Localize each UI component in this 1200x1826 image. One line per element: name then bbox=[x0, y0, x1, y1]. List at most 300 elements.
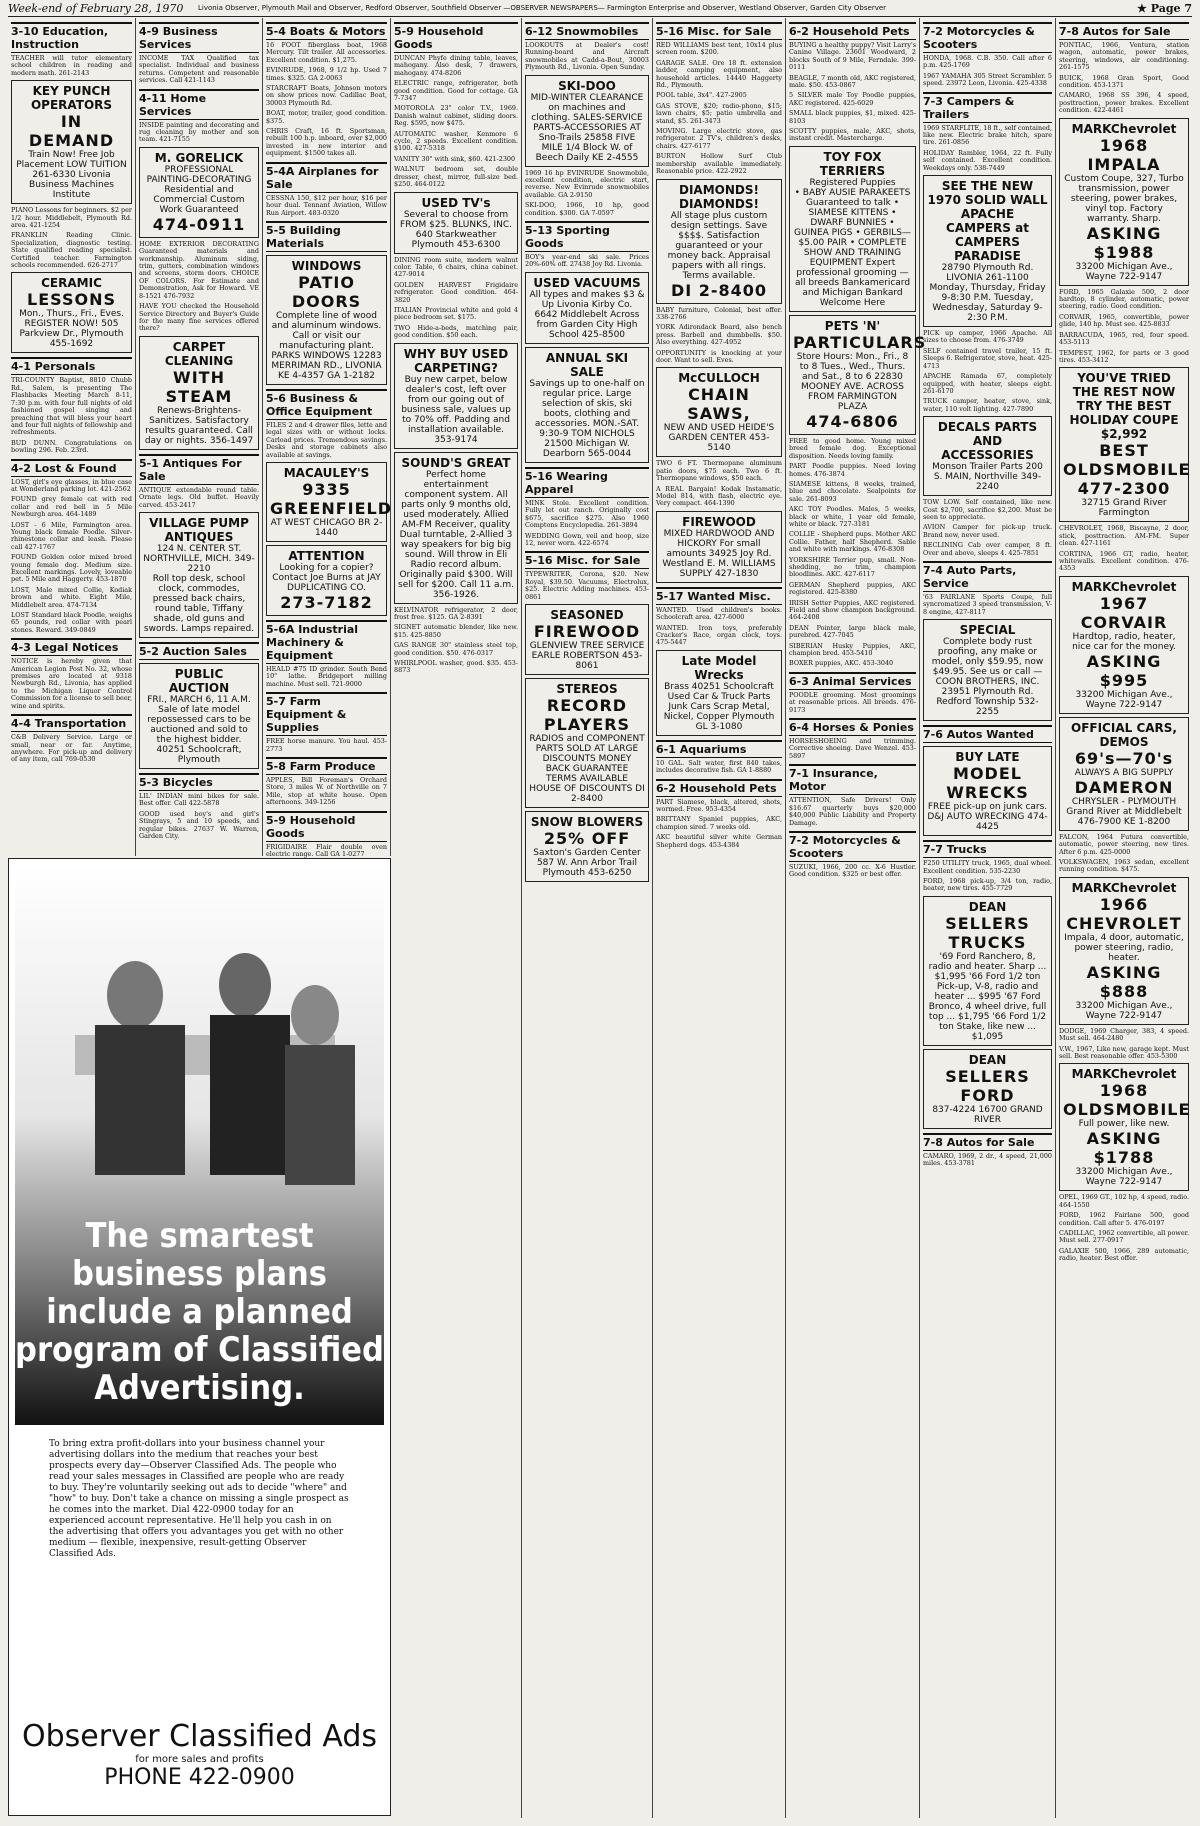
classified-listing: FREE to good home. Young mixed breed female dog. Exceptional disposition. Needs loving family. bbox=[789, 436, 916, 460]
display-ad-line: Mon., Thurs., Fri., Eves. REGISTER NOW! 505 Parkview Dr., Plymouth 455-1692 bbox=[19, 309, 124, 350]
classified-listing: 16 FOOT fiberglass boat, 1968 Mercury. Tilt trailer. All accessories. Excellent condition. $1,275. bbox=[266, 41, 387, 64]
display-ad-line: DEAN bbox=[968, 899, 1007, 914]
display-ad-line: SNOW BLOWERS bbox=[530, 814, 644, 829]
display-ad-line: Monson Trailer Parts 200 S. MAIN, Northville 349-2240 bbox=[932, 462, 1043, 493]
classified-listing: YORK Adirondack Board, also bench press. Barbell and dumbbells. $50. Also everything. 427-4952 bbox=[656, 323, 782, 347]
display-ad-line: Several to choose from FROM $25. BLUNKS, INC. 640 Starkweather Plymouth 453-6300 bbox=[400, 209, 512, 250]
section-heading: 6-2 Household Pets bbox=[789, 22, 916, 40]
classified-listing: HONDA, 1968. C.B. 350. Call after 6 p.m. 425-1769 bbox=[923, 54, 1052, 70]
display-ad-line: 474-0911 bbox=[152, 214, 246, 234]
display-ad-line: FREE pick-up on junk cars. D&J AUTO WRECKING 474-4425 bbox=[927, 802, 1048, 833]
display-ad bbox=[1059, 576, 1189, 714]
display-ad-line: USED VACUUMS bbox=[533, 275, 641, 290]
classified-listing: OPPORTUNITY is knocking at your door. Want to sell. Eves. bbox=[656, 348, 782, 364]
classified-listing: BOAT, motor, trailer, good condition. $375. bbox=[266, 109, 387, 125]
display-ad-line: Savings up to one-half on regular price. Large selection of skis, ski boots, clothing and accessories. MON.-SAT. 9:30-9 TOM NICHOLS 21500 Michigan W. Dearborn 565-0044 bbox=[529, 378, 645, 459]
classified-listing: MOVING. Large electric stove, gas refrigerator. 2 TV's, children's desks, chairs. 427-6177 bbox=[656, 127, 782, 150]
classified-listing: ITALIAN Provincial white and gold 4 piece bedroom set. $175. bbox=[394, 305, 518, 322]
display-ad-line: 1968 OLDSMOBILE bbox=[1063, 1081, 1191, 1120]
display-ad-line: AT WEST CHICAGO BR 2-1440 bbox=[270, 517, 383, 538]
classified-listing: 5 SILVER male Toy Poodle puppies, AKC registered. 425-6029 bbox=[789, 91, 916, 107]
display-ad-line: ATTENTION bbox=[288, 548, 365, 563]
display-ad-line: RECORD PLAYERS bbox=[543, 695, 631, 734]
display-ad-line: All stage plus custom design settings. Save $$$$. Satisfaction guaranteed or your money back. Appraisal papers with all rings. Terms available. bbox=[667, 210, 771, 281]
classified-listing: PICK up camper, 1966 Apache. All sizes to choose from. 476-3749 bbox=[923, 329, 1052, 345]
promo-headline: The smartest business plans include a planned program of Classified Advertising. bbox=[15, 1216, 384, 1408]
display-ad-line: Sale of late model repossessed cars to be auctioned and sold to the highest bidder. 40251 Schoolcraft, Plymouth bbox=[147, 704, 251, 765]
display-ad bbox=[525, 604, 649, 675]
display-ad bbox=[525, 347, 649, 463]
column-1 bbox=[8, 18, 136, 856]
display-ad-line: OLDSMOBILE bbox=[1063, 460, 1191, 480]
classified-listing: A REAL Bargain! Kodak Instamatic, Model 814, with flash, electric eye. Very compact. 464-1390 bbox=[656, 484, 782, 508]
classified-listing: DODGE, 1969 Charger, 383, 4 speed. Must sell. 464-2480 bbox=[1059, 1026, 1189, 1043]
display-ad-line: MARKChevrolet bbox=[1071, 880, 1177, 895]
section-heading: 5-1 Antiques For Sale bbox=[139, 454, 259, 485]
section-heading: 5-9 Household Goods bbox=[394, 22, 518, 53]
classified-listing: AKC TOY Poodles. Males, 5 weeks, black or white, 1 year old female, white or black. 727-3181 bbox=[789, 505, 916, 528]
display-ad-line: Registered Puppies bbox=[809, 177, 896, 188]
display-ad-line: 33200 Michigan Ave., Wayne 722-9147 bbox=[1075, 261, 1173, 282]
classified-listing: FOUND Golden color mixed breed young female dog. Medium size. Excellent markings. Lovely, loveable pet. 5 Mile and Haggerty. 453-1870 bbox=[11, 553, 132, 584]
classified-listing: FRANKLIN Reading Clinic. Specialization, diagnostic testing. State qualified reading specialist. Certified teacher. Farmington schools recommended. 626-2717 bbox=[11, 231, 132, 270]
classified-listing: GARAGE SALE. Ore 18 ft. extension ladder, camping equipment, also household articles. 14440 Haggerty Rd., Plymouth. bbox=[656, 58, 782, 90]
display-ad bbox=[656, 179, 782, 304]
section-heading: 6-3 Animal Services bbox=[789, 672, 916, 690]
section-heading: 5-17 Wanted Misc. bbox=[656, 587, 782, 605]
display-ad-line: USED TV's bbox=[421, 195, 491, 210]
display-ad-line: FORD bbox=[960, 1085, 1015, 1105]
classified-listing: FOUND grey female cat with red collar and red bell in 5 Mile Newburgh area. 464-1489 bbox=[11, 495, 132, 519]
display-ad-line: FIREWOOD bbox=[533, 621, 641, 641]
classified-listing: RED WILLIAMS best tent, 10x14 plus screen room. $200. bbox=[656, 41, 782, 57]
classified-listing: HAVE YOU checked the Household Service Directory and Buyer's Guide for the many fine services offered there? bbox=[139, 302, 259, 333]
classified-listing: GAS STOVE, $20; radio-phono, $15; lawn chairs, $5; patio umbrella and stand, $5. 261-3473 bbox=[656, 101, 782, 125]
classified-listing: BARRACUDA, 1965, red, four speed. 453-5113 bbox=[1059, 330, 1189, 347]
classified-listing: SKI-DOO, 1966, 10 hp, good condition. $300. GA 7-0597 bbox=[525, 201, 649, 217]
section-heading: 5-4 Boats & Motors bbox=[266, 22, 387, 40]
classified-listing: CHRIS Craft, 16 ft. Sportsman, rebuilt 100 h.p. inboard, over $2,000 invested in new interior and equipment. $1500 takes all. bbox=[266, 127, 387, 158]
classified-listing: AKC beautiful silver white German Shepherd dogs. 453-4384 bbox=[656, 833, 782, 849]
display-ad-line: MACAULEY'S bbox=[283, 465, 370, 480]
display-ad bbox=[1059, 717, 1189, 831]
section-heading: 7-3 Campers & Trailers bbox=[923, 92, 1052, 123]
display-ad-line: 33200 Michigan Ave., Wayne 722-9147 bbox=[1075, 1167, 1173, 1188]
classified-listing: TEACHER will tutor elementary school children in reading and modern math. 261-2143 bbox=[11, 54, 132, 77]
display-ad-line: CHAIN SAWS, bbox=[687, 385, 751, 424]
display-ad-line: SELLERS bbox=[945, 913, 1030, 933]
display-ad-line: 124 N. CENTER ST. NORTHVILLE, MICH. 349-2210 bbox=[143, 543, 255, 574]
classified-listing: LOST Standard black Poodle, weighs 65 pounds, red collar with pearl stones. Reward. 349-0849 bbox=[11, 611, 132, 634]
display-ad-line: MARKChevrolet bbox=[1071, 579, 1177, 594]
classified-listing: 10 GAL. Salt water, first 840 takes, includes decorative fish. GA 1-8880 bbox=[656, 758, 782, 775]
display-ad bbox=[923, 1049, 1052, 1129]
display-ad bbox=[923, 175, 1052, 327]
section-heading: 5-4A Airplanes for Sale bbox=[266, 162, 387, 193]
display-ad-line: COON BROTHERS, INC. bbox=[935, 677, 1040, 688]
display-ad-line: TRUCKS bbox=[948, 932, 1027, 952]
display-ad-line: WINDOWS bbox=[291, 258, 362, 273]
display-ad-line: Full power, like new. bbox=[1078, 1119, 1170, 1130]
display-ad-line: Store Hours: Mon., Fri., 8 to 8 Tues., Wed., Thurs. and Sat., 8 to 6 22830 MOONEY AVE. ACROSS FROM FARMINGTON PLAZA bbox=[796, 351, 909, 412]
display-ad-line: Impala, 4 door, automatic, power steering, radio, heater. bbox=[1064, 932, 1184, 963]
classified-listing: CORVAIR, 1965, convertible, power glide, 140 hp. Must see. 425-8833 bbox=[1059, 312, 1189, 329]
display-ad-line: ASKING $1788 bbox=[1086, 1129, 1162, 1168]
display-ad-line: ASKING $888 bbox=[1086, 962, 1162, 1001]
section-heading: 4-3 Legal Notices bbox=[11, 638, 132, 656]
display-ad-line: DI 2-8400 bbox=[670, 280, 768, 300]
businessmen-photo bbox=[15, 865, 384, 1425]
classified-listing: CHEVROLET, 1968, Biscayne, 2 door, stick, posttraction. AM-FM. Super clean. 427-1161 bbox=[1059, 524, 1189, 548]
classified-listing: POODLE grooming. Most groomings at reasonable prices. All breeds. 476-9173 bbox=[789, 690, 916, 714]
display-ad-line: Looking for a copier? Contact Joe Burns at JAY DUPLICATING CO. bbox=[272, 562, 381, 593]
display-ad-line: SOUND'S GREAT bbox=[401, 455, 511, 470]
classified-listing: DINING room suite, modern walnut color. Table, 6 chairs, china cabinet. 427-9014 bbox=[394, 255, 518, 279]
classified-listing: GAS RANGE 30" stainless steel top, good condition. $50. 476-0317 bbox=[394, 641, 518, 657]
classified-listing: V.W., 1967, Like new, garage kept. Must sell. Best reasonable offer. 453-5300 bbox=[1059, 1044, 1189, 1060]
display-ad bbox=[139, 147, 259, 238]
display-ad-line: Train Now! Free Job Placement LOW TUITION 261-6330 Livonia Business Machines Institute bbox=[16, 150, 127, 201]
display-ad-line: ASKING $1988 bbox=[1086, 223, 1162, 262]
display-ad bbox=[139, 663, 259, 769]
display-ad-line: LESSONS bbox=[27, 290, 116, 310]
display-ad bbox=[789, 146, 916, 312]
display-ad-line: Perfect home entertainment component system. All parts only 9 months old, used moderately. Allied AM-FM Receiver, quality Dual turntable, 2-Allied 3 way speakers for big big sound. Will throw in Eli Radio record album. Originally paid $300. Will sell for $200. Call 11 a.m. 356-1926. bbox=[398, 469, 514, 600]
column-7 bbox=[786, 18, 927, 1818]
classified-listing: NOTICE is hereby given that American Legion Post No. 32, whose premises are located at 9318 Newburgh Rd., Livonia, has applied to the Michigan Liquor Control Commission for a license to sell beer, wine and spirits. bbox=[11, 657, 132, 710]
classified-listing: ELECTRIC range, refrigerator, both good condition. Good for cottage. GA 7-7347 bbox=[394, 79, 518, 103]
display-ad-line: STEREOS bbox=[556, 681, 618, 696]
classified-listing: HOLIDAY Rambler, 1964, 22 ft. Fully self contained. Excellent condition. Weekdays only. 538-7449 bbox=[923, 148, 1052, 172]
classified-listing: INCOME TAX Qualified tax specialist. Individual and business returns. Competent and reasonable services. Call 421-1143 bbox=[139, 54, 259, 85]
classified-listing: PART Siamese, black, altered, shots, wormed. Free. 953-4354 bbox=[656, 797, 782, 814]
classified-listing: HOME EXTERIOR DECORATING Guaranteed materials and workmanship. Aluminum siding, trim, gutters, combination windows and screens, storm doors. CHOICE OF COLORS. For Estimate and Demonstration, Ask for Howard. VE 8-1521 476-7932 bbox=[139, 239, 259, 300]
display-ad-line: Custom Coupe, 327, Turbo transmission, power steering, power brakes, vinyl top. Factory warranty. Sharp. bbox=[1064, 173, 1184, 224]
section-heading: 7-8 Autos for Sale bbox=[923, 1133, 1052, 1151]
column-5 bbox=[522, 18, 653, 1818]
classified-listing: FILES 2 and 4 drawer files, lette and legal sizes with or without locks. Carload prices. Tremendous savings. Desks and storage cabinets also available at savings. bbox=[266, 420, 387, 459]
section-heading: 4-11 Home Services bbox=[139, 89, 259, 120]
classified-listing: SIAMESE kittens, 8 weeks, trained, blue and chocolate. Sealpoints for sale. 261-8093 bbox=[789, 479, 916, 503]
display-ad-line: WITH STEAM bbox=[165, 367, 233, 406]
display-ad bbox=[923, 896, 1052, 1046]
section-heading: 5-5 Building Materials bbox=[266, 221, 387, 252]
display-ad-line: SELLERS bbox=[945, 1066, 1030, 1086]
display-ad-line: DAMERON bbox=[1074, 777, 1174, 797]
classified-listing: GOLDEN HARVEST Frigidaire refrigerator. Good condition. 464-3820 bbox=[394, 280, 518, 304]
section-heading: 6-4 Horses & Ponies bbox=[789, 718, 916, 736]
classified-listing: CESSNA 150, $12 per hour, $16 per hour dual. Tennant Aviation, Willow Run Airport. 483-0320 bbox=[266, 193, 387, 217]
classified-listing: 1967 YAMAHA 305 Street Scrambler. 5 speed. 23972 Leon, Livonia. 425-4338 bbox=[923, 71, 1052, 88]
classified-listing: BOY's year-end ski sale. Prices 20%-60% off. 27438 Joy Rd. Livonia. bbox=[525, 253, 649, 269]
display-ad bbox=[525, 75, 649, 167]
display-ad-line: SKI-DOO bbox=[558, 78, 616, 93]
classified-listing: FREE horse manure. You haul. 453-2773 bbox=[266, 737, 387, 753]
classified-listing: '63 FAIRLANE Sports Coupe, full syncromatized 3 speed transmission, V-8 engine, 427-8117 bbox=[923, 592, 1052, 616]
page-number: ★ Page 7 bbox=[1137, 1, 1192, 15]
display-ad-line: MID-WINTER CLEARANCE on machines and clothing. SALES-SERVICE PARTS-ACCESSORIES AT Sno-Trails 25858 FIVE MILE 1/4 Block W. of Beech Daily KE 2-4555 bbox=[530, 92, 644, 163]
classified-listing: IRISH Setter Puppies, AKC registered. Field and show champion background. 464-2408 bbox=[789, 598, 916, 622]
section-heading: 5-16 Misc. for Sale bbox=[525, 551, 649, 569]
display-ad-line: Brass 40251 Schoolcraft Used Car & Truck Parts Junk Cars Scrap Metal, Nickel, Copper Plymouth GL 3-1080 bbox=[663, 681, 775, 732]
classified-listing: AVION Camper for pick-up truck. Brand new, never used. bbox=[923, 523, 1052, 539]
classified-listing: BUICK, 1968 Gran Sport, Good condition. 453-1371 bbox=[1059, 73, 1189, 90]
section-heading: 5-16 Misc. for Sale bbox=[656, 22, 782, 40]
display-ad bbox=[1059, 877, 1189, 1025]
display-ad-line: CERAMIC bbox=[41, 276, 102, 291]
display-ad-line: KEY PUNCH OPERATORS bbox=[30, 84, 113, 113]
display-ad-line: TOY FOX TERRIERS bbox=[819, 149, 886, 178]
classified-listing: GOOD used boy's and girl's Stingrays, 5 and 10 speeds, and regular bikes. 27637 W. Warren, Garden City. bbox=[139, 809, 259, 840]
section-heading: 6-2 Household Pets bbox=[656, 779, 782, 797]
display-ad-line: SEE THE NEW 1970 SOLID WALL APACHE CAMPERS at CAMPERS PARADISE bbox=[927, 179, 1048, 264]
section-heading: 4-4 Transportation bbox=[11, 714, 132, 732]
display-ad-line: DEAN bbox=[968, 1052, 1007, 1067]
classified-listing: DEAN Pointer, large black male, purebred. 427-7045 bbox=[789, 623, 916, 640]
classified-listing: F250 UTILITY truck, 1965, dual wheel. Excellent condition. 535-2230 bbox=[923, 859, 1052, 875]
display-ad-line: PROFESSIONAL PAINTING-DECORATING Residential and Commercial Custom Work Guaranteed bbox=[146, 164, 252, 215]
classified-listing: TWO 6 FT. Thermopane aluminum patio doors, $75 each. Two 6 ft. Thermopane windows, $50 each. bbox=[656, 459, 782, 483]
display-ad bbox=[394, 452, 518, 604]
display-ad-line: PUBLIC AUCTION bbox=[168, 666, 230, 695]
classified-listing: MOTOROLA 23" color T.V., 1969. Danish walnut cabinet, sliding doors. Reg. $595, now $475. bbox=[394, 104, 518, 128]
classified-listing: HORSESHOEING and trimming. Corrective shoeing. Dave Wenzel. 453-5897 bbox=[789, 737, 916, 760]
display-ad-line: Buy new carpet, below dealer's cost, left over from our going out of business sale, values up to 70% off. Padding and installation available. 353-9174 bbox=[401, 374, 511, 445]
display-ad-line: 477-2300 bbox=[1077, 479, 1171, 499]
column-6 bbox=[653, 18, 786, 1818]
classified-listing: BUD DUNN. Congratulations on bowling 296. Feb. 23rd. bbox=[11, 438, 132, 455]
classified-listing: VOLKSWAGEN, 1963 sedan, excellent running condition. $475. bbox=[1059, 857, 1189, 874]
classified-listing: PONTIAC, 1966, Ventura, station wagon, automatic, power brakes, steering, windows, air conditioning. 261-1575 bbox=[1059, 41, 1189, 72]
classified-listing: BUYING a healthy puppy? Visit Larry's Canine Village. 23601 Woodward, 2 blocks South of 9 Mile, Ferndale. 399-0111 bbox=[789, 41, 916, 72]
dateline: Week-end of February 28, 1970 bbox=[8, 1, 184, 15]
classified-listing: HEALD #75 ID grinder. South Bend 10" lathe. Bridgeport milling machine. Must sell. 721-9000 bbox=[266, 664, 387, 688]
classified-listing: TRI-COUNTY Baptist, 8810 Chubb Rd., Salem, is presenting The Flashbacks Meeting March 8-11, 7:30 p.m. with four full nights of old fashioned gospel singing and preaching that will bless your heart and four full nights of fellowship and refreshments. bbox=[11, 376, 132, 437]
classified-listing: BEAGLE, 7 month old, AKC registered, male. $50. 453-0867 bbox=[789, 73, 916, 90]
classified-listing: STARCRAFT Boats, Johnson motors on show prices now. Cadillac Boat, 30003 Plymouth Rd. bbox=[266, 84, 387, 107]
display-ad-line: 23951 Plymouth Rd. Redford Township 532-2255 bbox=[936, 687, 1039, 718]
classified-listing: SUZUKI, 1966, 200 cc. X-6 Hustler. Good condition. $325 or best offer. bbox=[789, 862, 916, 879]
column-3 bbox=[263, 18, 391, 856]
classified-listing: WANTED. Used children's books. Schoolcraft area. 427-6000 bbox=[656, 605, 782, 622]
section-heading: 5-9 Household Goods bbox=[266, 811, 387, 842]
section-heading: 4-2 Lost & Found bbox=[11, 459, 132, 477]
classified-listing: CAMARO, 1969, 2 dr., 4 speed, 21,000 miles. 453-3781 bbox=[923, 1151, 1052, 1168]
display-ad-line: MODEL WRECKS bbox=[946, 764, 1029, 803]
section-heading: 6-12 Snowmobiles bbox=[525, 22, 649, 40]
display-ad bbox=[656, 511, 782, 583]
classified-listing: LIL' INDIAN mini bikes for sale. Best offer. Call 422-5878 bbox=[139, 791, 259, 808]
classified-listing: GALAXIE 500, 1966, 289 automatic, radio, heater. Best offer. bbox=[1059, 1246, 1189, 1263]
promo-phone: PHONE 422-0900 bbox=[104, 1765, 295, 1790]
display-ad-line: 1966 CHEVROLET bbox=[1066, 894, 1182, 933]
classified-listing: BABY furniture, Colonial, best offer. 338-2766 bbox=[656, 305, 782, 321]
section-heading: 7-1 Insurance, Motor bbox=[789, 764, 916, 795]
section-heading: 7-4 Auto Parts, Service bbox=[923, 561, 1052, 592]
display-ad-line: MIXED HARDWOOD AND HICKORY For small amounts 34925 Joy Rd. Westland E. M. WILLIAMS SUPPLY 427-1830 bbox=[662, 528, 776, 579]
section-heading: 4-1 Personals bbox=[11, 357, 132, 375]
classified-listing: COLLIE - Shepherd pups. Mother AKC Collie. Father, half Shepherd. Sable and white with markings. 476-8308 bbox=[789, 530, 916, 554]
section-heading: 7-8 Autos for Sale bbox=[1059, 22, 1189, 40]
classified-listing: PART Poodle puppies. Need loving homes. 476-3874 bbox=[789, 462, 916, 478]
display-ad-line: 273-7182 bbox=[280, 592, 373, 612]
display-ad bbox=[525, 272, 649, 344]
display-ad bbox=[789, 315, 927, 435]
display-ad-line: 837-4224 16700 GRAND RIVER bbox=[932, 1104, 1043, 1125]
display-ad bbox=[11, 80, 132, 204]
display-ad-line: 33200 Michigan Ave., Wayne 722-9147 bbox=[1075, 1000, 1173, 1021]
display-ad bbox=[525, 678, 649, 808]
display-ad bbox=[139, 512, 259, 638]
classified-listing: CADILLAC, 1962 convertible, all power. Must sell. 277-0917 bbox=[1059, 1229, 1189, 1245]
section-heading: 5-8 Farm Produce bbox=[266, 757, 387, 775]
classified-listing: LOST, Male mixed Collie, Kodiak brown and white. Eight Mile, Middlebelt area. 474-7134 bbox=[11, 585, 132, 609]
classified-listing: AUTOMATIC washer, Kenmore 6 cycle, 2 speeds. Excellent condition. $100. 427-5318 bbox=[394, 129, 518, 153]
display-ad-line: Late Model Wrecks bbox=[681, 653, 757, 682]
display-ad bbox=[11, 272, 132, 353]
display-ad-line: Complete line of wood and aluminum windows. Call or visit our manufacturing plant. PARKS WINDOWS 12283 MERRIMAN RD., LIVONIA KE 4-4357 GA 1-2182 bbox=[271, 310, 382, 381]
classified-listing: GERMAN Shepherd puppies, AKC registered. 425-8380 bbox=[789, 580, 916, 597]
column-9 bbox=[1056, 18, 1192, 1818]
display-ad-line: ASKING $995 bbox=[1086, 651, 1162, 690]
classified-listing: PIANO Lessons for beginners. $2 per 1/2 hour. Middlebelt, Plymouth Rd. area. 421-1254 bbox=[11, 206, 132, 230]
classified-listing: APPLES, Bill Foreman's Orchard Store, 3 miles W. of Northville on 7 Mile, stop at white house. Open afternoons. 349-1256 bbox=[266, 775, 387, 807]
classified-listing: FORD, 1962 Fairlane 500, good condition. Call after 5. 476-0197 bbox=[1059, 1211, 1189, 1227]
section-heading: 6-1 Aquariums bbox=[656, 740, 782, 758]
classified-listing: 1969 16 hp EVINRUDE Snowmobile, excellent condition, electric start, reverse. New Evinrude snowmobiles available. GA 2-9150 bbox=[525, 168, 649, 199]
classified-listing: WANTED. Iron toys, preferably Cracker's Race, organ clock, toys. 475-5447 bbox=[656, 623, 782, 647]
display-ad bbox=[923, 416, 1052, 496]
classified-listing: ANTIQUE extendable round table. Ornate legs. Old buffet. Heavily carved. 453-2417 bbox=[139, 485, 259, 509]
display-ad-line: MARKChevrolet bbox=[1071, 121, 1177, 136]
display-ad-line: 28790 Plymouth Rd. LIVONIA 261-1100 Monday, Thursday, Friday 9-8:30 P.M. Tuesday, Wednesday, Saturday 9-2:30 P.M. bbox=[929, 263, 1046, 324]
classified-listing: C&B Delivery Service. Large or small, near or far. Anytime, anywhere. For pick-up and delivery of any item, call 769-0530 bbox=[11, 733, 132, 764]
display-ad bbox=[923, 619, 1052, 721]
display-ad bbox=[656, 650, 782, 736]
display-ad-line: M. GORELICK bbox=[154, 150, 244, 165]
section-heading: 5-2 Auction Sales bbox=[139, 642, 259, 660]
display-ad bbox=[266, 462, 392, 542]
display-ad-line: Hardtop, radio, heater, nice car for the money. bbox=[1072, 631, 1176, 652]
display-ad-line: • BABY AUSIE PARAKEETS Guaranteed to talk • SIAMESE KITTENS • DWARF BUNNIES • GUINEA PIGS • GERBILS—$5.00 PAIR • COMPLETE SHOW AND TRAINING EQUIPMENT Expert professional grooming — all breeds Bankamericard and Michigan Bankard Welcome Here bbox=[794, 187, 911, 308]
display-ad-line: 1967 CORVAIR bbox=[1080, 593, 1168, 632]
classified-listing: BOXER puppies, AKC. 453-3040 bbox=[789, 659, 894, 668]
classified-listing: WEDDING Gown, veil and hoop, size 12, never worn. 422-6574 bbox=[525, 531, 649, 547]
section-heading: 5-16 Wearing Apparel bbox=[525, 467, 649, 498]
section-heading: 7-6 Autos Wanted bbox=[923, 725, 1052, 743]
classified-listing: YORKSHIRE Terrier pup, small. Non-shedding, no trim, champion bloodlines. AKC. 427-6117 bbox=[789, 555, 916, 579]
display-ad bbox=[394, 343, 518, 449]
classified-listing: LOST, girl's eye glasses, in blue case at Wonderland parking lot. 421-2562 bbox=[11, 477, 132, 493]
promo-sig-tagline: for more sales and profits bbox=[135, 1754, 264, 1765]
display-ad bbox=[1059, 118, 1189, 286]
newspaper-list: Livonia Observer, Plymouth Mail and Observer, Redford Observer, Southfield Observer —OBSERVER NEWSPAPERS— Farmington Enterprise and Observer, Westland Observer, Garden City Observer bbox=[198, 4, 887, 12]
masthead bbox=[8, 0, 1192, 17]
classified-listing: WHIRLPOOL washer, good. $35. 453-8873 bbox=[394, 659, 518, 675]
display-ad-line: PATIO DOORS bbox=[291, 272, 362, 311]
classified-listing: OPEL, 1969 GT., 102 hp, 4 speed, radio. 464-1550 bbox=[1059, 1193, 1189, 1209]
classified-listing: SCOTTY puppies, male, AKC, shots, instant credit. Mastercharge. bbox=[789, 127, 916, 143]
display-ad-line: GLENVIEW TREE SERVICE EARLE ROBERTSON 453-8061 bbox=[529, 640, 645, 671]
section-heading: 5-6A Industrial Machinery & Equipment bbox=[266, 620, 387, 664]
classified-promo-ad bbox=[8, 858, 391, 1816]
display-ad-line: CHRYSLER - PLYMOUTH Grand River at Middlebelt 476-7900 KE 1-8200 bbox=[1066, 796, 1182, 827]
display-ad-line: Complete body rust proofing, any make or model, only $59.95, now $49.95. See us or call — bbox=[931, 637, 1044, 678]
section-heading: 4-9 Business Services bbox=[139, 22, 259, 53]
display-ad-line: VILLAGE PUMP ANTIQUES bbox=[149, 515, 249, 544]
display-ad-line: PETS 'N' bbox=[824, 318, 881, 333]
display-ad-line: 9335 GREENFIELD bbox=[270, 479, 392, 518]
classified-listing: MINK Stole. Excellent condition. Fully let out ranch. Originally cost $675, sacrifice $275. Also 1960 Comptons Encyclopedia. 261-3894 bbox=[525, 498, 649, 530]
display-ad-line: 25% OFF bbox=[543, 828, 631, 848]
display-ad-line: Saxton's Garden Center 587 W. Ann Arbor Trail Plymouth 453-6250 bbox=[533, 847, 641, 878]
promo-body: To bring extra profit-dollars into your business channel your advertising dollars into the medium that reaches your best prospects every day—Observer Classified Ads. The people who read your sales messages in Classified are people who are ready to buy. They're voluntarily seeking out ads to decide "where" and "how" to buy. Don't take a chance on missing a single prospect as he comes into the market. Dial 422-0900 today for an experienced account representative. He'll help you cash in on the advertising that offers you advantages you get with no other medium — flexible, inexpensive, result-getting Observer Classified Ads. bbox=[49, 1439, 349, 1559]
classified-listing: FRIGIDAIRE Flair double oven electric range. Call GA 1-0277 bbox=[266, 842, 387, 858]
display-ad bbox=[1059, 367, 1189, 522]
section-heading: 7-2 Motorcycles & Scooters bbox=[789, 831, 916, 862]
display-ad-line: McCULLOCH bbox=[678, 371, 760, 386]
classified-listing: FORD, 1968 pick-up, 3/4 ton, radio, heater, new tires. 455-7729 bbox=[923, 877, 1052, 893]
column-4 bbox=[391, 18, 522, 1818]
display-ad-line: All types and makes $3 & Up Livonia Kirby Co. 6642 Middlebelt Across from Garden City High School 425-8500 bbox=[529, 289, 645, 340]
display-ad-line: FRI., MARCH 6, 11 A.M. bbox=[147, 694, 251, 705]
classified-listing: KELVINATOR refrigerator, 2 door, frost free. $125. GA 2-8391 bbox=[394, 605, 518, 621]
display-ad bbox=[394, 192, 518, 254]
display-ad bbox=[923, 746, 1052, 836]
classified-listing: TOW LOW. Self contained, like new. Cost $2,700, sacrifice $2,200. Must be seen to appreciate. bbox=[923, 498, 1052, 521]
display-ad bbox=[266, 545, 387, 616]
classified-listing: CAMARO, 1968 SS 396, 4 speed, posttraction, power brakes. Excellent condition. 422-4461 bbox=[1059, 91, 1189, 115]
classified-listing: POOL table, 3x4". 427-2905 bbox=[656, 91, 747, 100]
display-ad-line: 474-6806 bbox=[806, 411, 899, 431]
display-ad-line: SEASONED bbox=[550, 607, 624, 622]
display-ad-line: OFFICIAL CARS, DEMOS bbox=[1071, 720, 1177, 749]
display-ad-line: '69 Ford Ranchero, 8, radio and heater. Sharp ... $1,995 '66 Ford 1/2 ton Pick-up, V-8, radio and heater ... $995 '67 Ford Bronco, 4 wheel drive, full top ... $1,795 '66 Ford 1/2 ton Stake, like new ... $1,095 bbox=[928, 951, 1047, 1042]
display-ad-line: SPECIAL bbox=[959, 623, 1016, 638]
classified-listing: SIGNET automatic blender, like new. $15. 425-8850 bbox=[394, 623, 518, 639]
classified-listing: INSIDE painting and decorating and rug cleaning by mother and son team. 421-7155 bbox=[139, 120, 259, 144]
classified-page bbox=[8, 18, 1192, 1818]
classified-listing: DUNCAN Phyfe dining table, leaves, mahogany. Also desk, 7 drawers, mahogany. 474-8206 bbox=[394, 54, 518, 77]
display-ad-line: BUY LATE bbox=[955, 750, 1020, 765]
display-ad-line: DIAMONDS! DIAMONDS! bbox=[679, 182, 759, 211]
section-heading: 5-3 Bicycles bbox=[139, 773, 259, 791]
display-ad-line: 33200 Michigan Ave., Wayne 722-9147 bbox=[1075, 689, 1173, 710]
display-ad-line: WHY BUY USED CARPETING? bbox=[403, 346, 509, 375]
classified-listing: TWO Hide-a-beds, matching pair, good condition. $50 each. bbox=[394, 323, 518, 340]
classified-listing: BRITTANY Spaniel puppies, AKC, champion sired. 7 weeks old. bbox=[656, 815, 782, 831]
classified-listing: LOST - 6 Mile, Farmington area. Young black female Poodle. Silver-rhinestone collar and leash. Please call 427-1767 bbox=[11, 520, 132, 551]
classified-listing: CORTINA, 1966 GT, radio, heater, whitewalls. Excellent condition. 476-4353 bbox=[1059, 549, 1189, 573]
section-heading: 7-7 Trucks bbox=[923, 840, 1052, 858]
display-ad-line: BEST bbox=[1099, 441, 1149, 461]
display-ad-line: 32715 Grand River Farmington bbox=[1081, 498, 1167, 519]
classified-listing: ATTENTION, Safe Drivers! Only $16.67 quarterly buys $20,000 $40,000 Public Liability and Property Damage. bbox=[789, 796, 916, 827]
section-heading: 5-13 Sporting Goods bbox=[525, 221, 649, 252]
section-heading: 7-2 Motorcycles & Scooters bbox=[923, 22, 1052, 53]
classified-listing: FALCON, 1964 Futura convertible, automatic, power steering, new tires. After 6 p.m. 425-0000 bbox=[1059, 832, 1189, 856]
display-ad-line: RADIOS and COMPONENT PARTS SOLD AT LARGE DISCOUNTS MONEY BACK GUARANTEE TERMS AVAILABLE HOUSE OF DISCOUNTS DI 2-8400 bbox=[529, 733, 645, 804]
promo-signature bbox=[9, 1719, 390, 1790]
display-ad-line: FIREWOOD bbox=[682, 514, 756, 529]
display-ad-line: NEW AND USED HEIDE'S GARDEN CENTER 453-5140 bbox=[663, 423, 775, 454]
display-ad-line: CARPET CLEANING bbox=[164, 339, 234, 368]
classified-listing: TEMPEST, 1962, for parts or 3 good tires. 453-3412 bbox=[1059, 348, 1189, 364]
classified-listing: FORD, 1965 Galaxie 500, 2 door hardtop, 8 cylinder, automatic, power steering, radio. Good condition. bbox=[1059, 287, 1189, 311]
classified-listing: RECLINING Cab over camper, 8 ft. Over and above, sleeps 4. 425-7851 bbox=[923, 541, 1052, 557]
display-ad bbox=[656, 367, 782, 457]
display-ad-line: Roll top desk, school clock, commodes, pressed back chairs, round table, Tiffany shade, old guns and swords. Lamps repaired. bbox=[143, 573, 255, 634]
